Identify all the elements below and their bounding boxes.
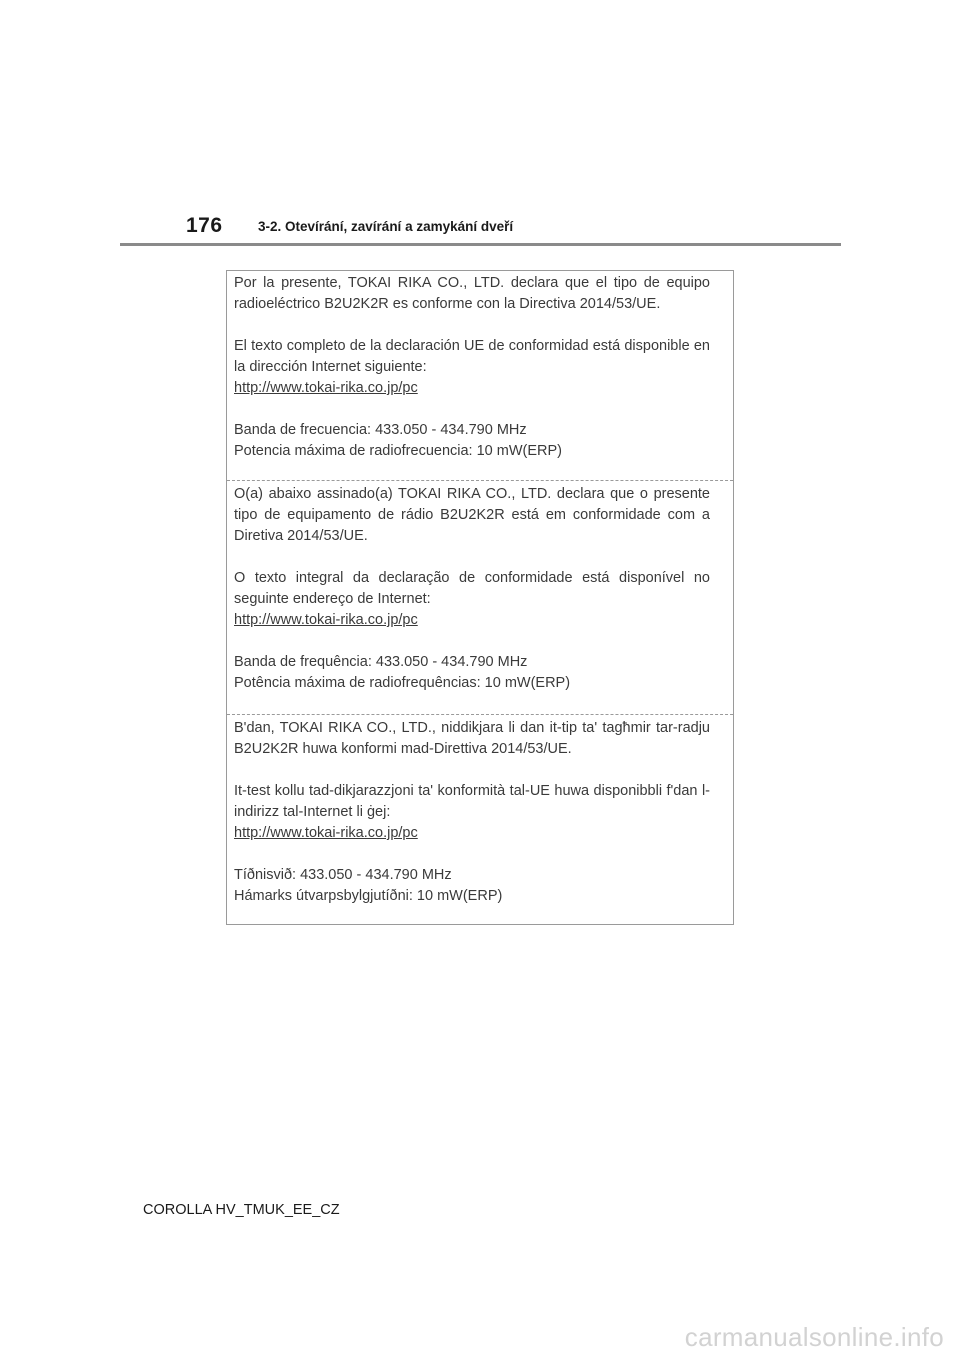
max-power: Potencia máxima de radiofrecuencia: 10 mW(ERP)	[234, 443, 562, 459]
declaration-intro: Por la presente, TOKAI RIKA CO., LTD. declara que el tipo de equipo radioeléctrico B2U2K2R es conforme con la Directiva 2014/53/UE.	[234, 275, 710, 312]
declaration-link[interactable]: http://www.tokai-rika.co.jp/pc	[234, 612, 418, 628]
declaration-section-maltese	[227, 718, 733, 907]
declaration-section-portuguese	[227, 484, 733, 694]
declaration-intro: B'dan, TOKAI RIKA CO., LTD., niddikjara li dan it-tip ta' tagħmir tar-radju B2U2K2R huwa konformi mad-Direttiva 2014/53/UE.	[234, 720, 710, 757]
document-code: COROLLA HV_TMUK_EE_CZ	[143, 1202, 340, 1218]
declaration-box	[226, 270, 734, 925]
frequency-band: Banda de frequência: 433.050 - 434.790 MHz	[234, 654, 528, 670]
section-divider	[227, 714, 733, 715]
frequency-band: Banda de frecuencia: 433.050 - 434.790 MHz	[234, 422, 527, 438]
section-divider	[227, 480, 733, 481]
declaration-link[interactable]: http://www.tokai-rika.co.jp/pc	[234, 380, 418, 396]
max-power: Hámarks útvarpsbylgjutíðni: 10 mW(ERP)	[234, 888, 503, 904]
watermark: carmanualsonline.info	[684, 1322, 944, 1352]
declaration-availability: El texto completo de la declaración UE de conformidad está disponible en la dirección Internet siguiente:	[234, 338, 710, 375]
declaration-availability: It-test kollu tad-dikjarazzjoni ta' konformità tal-UE huwa disponibbli f'dan l-indirizz tal-Internet li ġej:	[234, 783, 710, 820]
frequency-band: Tíðnisvið: 433.050 - 434.790 MHz	[234, 867, 452, 883]
max-power: Potência máxima de radiofrequências: 10 mW(ERP)	[234, 675, 571, 691]
declaration-section-spanish	[227, 273, 733, 462]
header-rule	[120, 243, 841, 246]
declaration-availability: O texto integral da declaração de conformidade está disponível no seguinte endereço de Internet:	[234, 570, 710, 607]
declaration-link[interactable]: http://www.tokai-rika.co.jp/pc	[234, 825, 418, 841]
page-number: 176	[186, 214, 223, 237]
declaration-intro: O(a) abaixo assinado(a) TOKAI RIKA CO., LTD. declara que o presente tipo de equipamento de rádio B2U2K2R está em conformidade com a Diretiva 2014/53/UE.	[234, 486, 710, 544]
section-title: 3-2. Otevírání, zavírání a zamykání dveří	[258, 219, 514, 234]
